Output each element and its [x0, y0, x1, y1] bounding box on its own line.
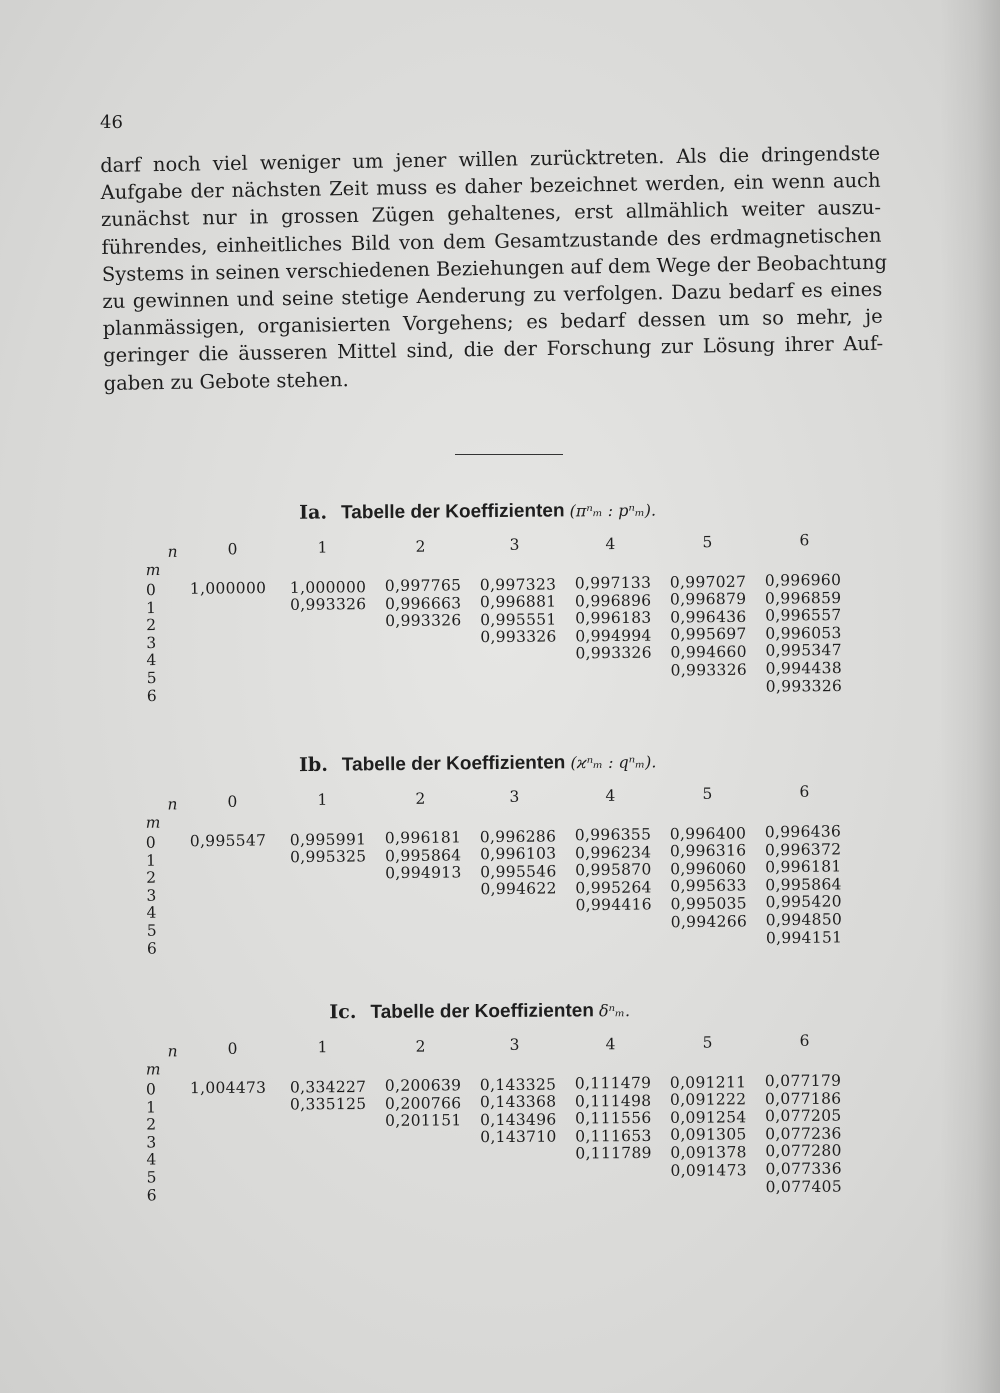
table-cell: 0,996436 — [764, 822, 842, 842]
column-header: 0 — [227, 792, 238, 811]
table-cell: 0,996960 — [764, 571, 842, 590]
table-cell: 0,995264 — [575, 878, 652, 898]
table-title — [299, 499, 656, 525]
table-cell: 0,091473 — [670, 1160, 747, 1180]
table-cell: 0,077336 — [765, 1159, 842, 1179]
table-cell: 0,091211 — [669, 1072, 747, 1092]
paragraph-line: geringer die äusseren Mittel sind, die der Forschung zur Lösung ihrer Auf- — [103, 332, 884, 368]
table-cell: 0,143710 — [480, 1127, 557, 1147]
row-header: 5 — [146, 1168, 157, 1187]
table-label: Ib. — [298, 753, 328, 777]
table-cell: 0,143325 — [479, 1075, 557, 1094]
column-header: 2 — [415, 537, 426, 556]
column-header: 3 — [509, 787, 520, 807]
coefficient-table — [0, 747, 999, 958]
table-cell: 0,091305 — [670, 1125, 747, 1145]
column-header: 6 — [799, 783, 810, 802]
col-axis-label: n — [167, 795, 178, 814]
table-cell: 0,994850 — [765, 910, 843, 930]
table-cell: 0,997765 — [384, 576, 462, 596]
table-cell: 0,077186 — [764, 1089, 842, 1108]
table-cell: 0,996372 — [764, 840, 842, 859]
table-cell: 0,143368 — [479, 1092, 557, 1112]
table-cell: 0,996859 — [764, 588, 842, 608]
row-header: 1 — [145, 1097, 156, 1117]
table-cell: 0,993326 — [670, 660, 748, 680]
table-title — [299, 750, 657, 777]
table-cell: 0,111498 — [574, 1091, 652, 1111]
column-header: 6 — [799, 531, 810, 550]
table-grid — [140, 1032, 880, 1205]
table-cell: 0,994416 — [575, 895, 653, 915]
table-cell: 0,200639 — [384, 1076, 462, 1095]
table-cell: 0,994438 — [765, 659, 843, 678]
col-axis-label: n — [167, 542, 178, 561]
table-cell: 0,996663 — [384, 593, 462, 613]
table-cell: 0,996183 — [575, 608, 652, 628]
row-header: 4 — [146, 903, 157, 923]
table-cell: 0,143496 — [480, 1110, 557, 1129]
table-cell: 0,993326 — [289, 595, 367, 614]
column-header: 0 — [227, 1039, 238, 1058]
table-cell: 1,004473 — [189, 1078, 267, 1098]
table-cell: 0,996316 — [669, 841, 747, 861]
table-cell: 0,995547 — [189, 831, 267, 851]
column-header: 3 — [509, 1036, 520, 1055]
table-cell: 0,997323 — [479, 575, 557, 594]
table-title — [329, 999, 630, 1024]
table-cell: 0,995633 — [670, 876, 747, 896]
table-cell: 0,995864 — [765, 875, 842, 895]
table-cell: 0,996881 — [479, 592, 557, 612]
table-cell: 0,995864 — [384, 845, 462, 865]
table-cell: 0,996060 — [670, 859, 747, 878]
column-header: 4 — [605, 1034, 616, 1053]
row-header: 2 — [146, 616, 157, 635]
paragraph-line: zunächst nur in grossen Zügen gehaltenes, erst allmählich weiter auszu- — [100, 196, 882, 232]
row-header: 0 — [145, 1080, 156, 1099]
table-cell: 0,996355 — [574, 825, 652, 845]
column-header: 0 — [227, 540, 238, 559]
table-label: Ic. — [329, 1001, 357, 1024]
row-header: 5 — [146, 669, 157, 688]
table-cell: 0,334227 — [289, 1077, 367, 1096]
section-divider — [455, 454, 563, 455]
body-paragraph — [100, 140, 888, 397]
table-cell: 0,111479 — [574, 1073, 652, 1093]
row-header: 6 — [146, 686, 157, 705]
table-cell: 0,995546 — [480, 862, 557, 881]
coefficient-table — [0, 997, 999, 1205]
table-cell: 0,996400 — [669, 823, 747, 843]
row-axis-label: m — [145, 813, 161, 832]
table-cell: 0,995551 — [480, 610, 557, 629]
table-symbol: (ϰⁿₘ : qⁿₘ). — [565, 752, 657, 773]
paragraph-line: darf noch viel weniger um jener willen zurücktreten. Als die dringendste — [100, 141, 881, 177]
paragraph-line: Aufgabe der nächsten Zeit muss es daher bezeichnet werden, ein wenn auch — [100, 168, 881, 205]
column-header: 6 — [799, 1032, 810, 1051]
paragraph-line: gaben zu Gebote stehen. — [103, 367, 349, 395]
table-grid — [139, 783, 879, 958]
table-cell: 0,993326 — [480, 627, 557, 647]
column-header: 3 — [509, 536, 520, 555]
table-grid — [139, 531, 879, 705]
row-header: 1 — [145, 851, 157, 870]
column-header: 5 — [702, 1033, 713, 1052]
table-cell: 0,077179 — [764, 1071, 842, 1091]
table-cell: 0,077205 — [765, 1106, 842, 1126]
row-header: 3 — [146, 1133, 157, 1152]
column-header: 5 — [702, 533, 713, 552]
table-cell: 0,091222 — [669, 1090, 747, 1109]
table-cell: 0,996286 — [479, 826, 557, 846]
table-cell: 0,995420 — [765, 892, 842, 912]
table-cell: 0,996181 — [384, 828, 462, 848]
table-cell: 0,994913 — [385, 863, 462, 883]
row-header: 0 — [145, 833, 156, 852]
table-cell: 0,996234 — [574, 843, 652, 862]
col-axis-label: n — [167, 1042, 178, 1061]
table-symbol: δⁿₘ. — [593, 1001, 631, 1021]
table-cell: 0,993326 — [765, 676, 843, 696]
column-header: 5 — [702, 784, 713, 803]
table-cell: 0,091254 — [670, 1107, 747, 1127]
column-header: 2 — [415, 1037, 426, 1056]
row-header: 6 — [146, 939, 157, 958]
table-cell: 0,997027 — [669, 572, 747, 592]
table-cell: 0,994266 — [670, 911, 748, 931]
table-cell: 0,995697 — [670, 625, 747, 644]
table-cell: 0,201151 — [385, 1111, 462, 1130]
table-cell: 0,995347 — [765, 641, 842, 661]
column-header: 2 — [415, 789, 426, 808]
table-symbol: (πⁿₘ : pⁿₘ). — [564, 500, 657, 521]
row-axis-label: m — [145, 560, 161, 580]
table-cell: 0,111653 — [575, 1126, 652, 1146]
paragraph-line: Systems in seinen verschiedenen Beziehungen auf dem Wege der Beobachtung — [101, 250, 888, 286]
table-cell: 0,335125 — [289, 1095, 367, 1114]
row-header: 2 — [146, 1115, 157, 1134]
table-cell: 0,091378 — [670, 1143, 747, 1162]
row-axis-label: m — [145, 1060, 161, 1079]
table-cell: 1,000000 — [189, 579, 267, 598]
table-cell: 0,994151 — [765, 928, 843, 947]
table-cell: 0,077405 — [765, 1177, 843, 1196]
table-cell: 0,996053 — [765, 623, 842, 643]
row-header: 4 — [146, 651, 157, 670]
table-cell: 0,993326 — [575, 644, 652, 663]
row-header: 6 — [146, 1185, 157, 1205]
column-header: 1 — [317, 791, 328, 810]
table-title-text: Tabelle der Koeffizienten — [370, 1000, 595, 1023]
column-header: 1 — [317, 538, 328, 557]
column-header: 1 — [317, 1038, 328, 1057]
table-cell: 0,996879 — [669, 589, 747, 609]
table-label: Ia. — [299, 501, 328, 524]
page-spine-shadow — [940, 0, 1000, 1393]
table-cell: 0,996436 — [670, 607, 747, 627]
table-cell: 0,077280 — [765, 1142, 842, 1161]
paragraph-line: führendes, einheitliches Bild von dem Gesamtzustande des erdmagnetischen — [101, 223, 882, 259]
paragraph-line: zu gewinnen und seine stetige Aenderung zu verfolgen. Dazu bedarf es eines — [102, 277, 883, 313]
row-header: 3 — [146, 633, 157, 652]
table-cell: 0,995035 — [670, 894, 748, 914]
row-header: 4 — [146, 1150, 157, 1169]
row-header: 3 — [146, 886, 157, 905]
paragraph-line: planmässigen, organisierten Vorgehens; es bedarf dessen um so mehr, je — [102, 304, 883, 341]
table-cell: 0,996181 — [765, 857, 842, 877]
row-header: 1 — [145, 598, 157, 617]
table-cell: 0,995325 — [289, 847, 367, 867]
table-cell: 0,994622 — [480, 879, 557, 899]
coefficient-table — [0, 496, 999, 705]
table-cell: 0,111789 — [575, 1144, 652, 1163]
table-cell: 0,996103 — [479, 844, 557, 864]
table-cell: 0,994994 — [575, 626, 652, 646]
table-cell: 0,996557 — [765, 606, 842, 625]
table-cell: 0,997133 — [574, 573, 652, 593]
table-cell: 0,995870 — [575, 860, 652, 880]
page-number: 46 — [100, 112, 123, 133]
column-header: 4 — [605, 534, 616, 553]
table-cell: 0,996896 — [574, 591, 652, 610]
row-header: 0 — [145, 581, 156, 600]
table-cell: 0,077236 — [765, 1124, 842, 1143]
table-cell: 1,000000 — [289, 577, 367, 597]
table-cell: 0,995991 — [289, 829, 367, 849]
table-cell: 0,200766 — [384, 1093, 462, 1113]
table-title-text: Tabelle der Koeffizienten — [340, 500, 565, 524]
table-cell: 0,993326 — [385, 611, 462, 631]
table-title-text: Tabelle der Koeffizienten — [341, 752, 566, 776]
table-cell: 0,994660 — [670, 642, 747, 662]
table-cell: 0,111556 — [575, 1109, 652, 1128]
row-header: 2 — [146, 868, 157, 887]
row-header: 5 — [146, 921, 157, 940]
column-header: 4 — [605, 786, 616, 805]
